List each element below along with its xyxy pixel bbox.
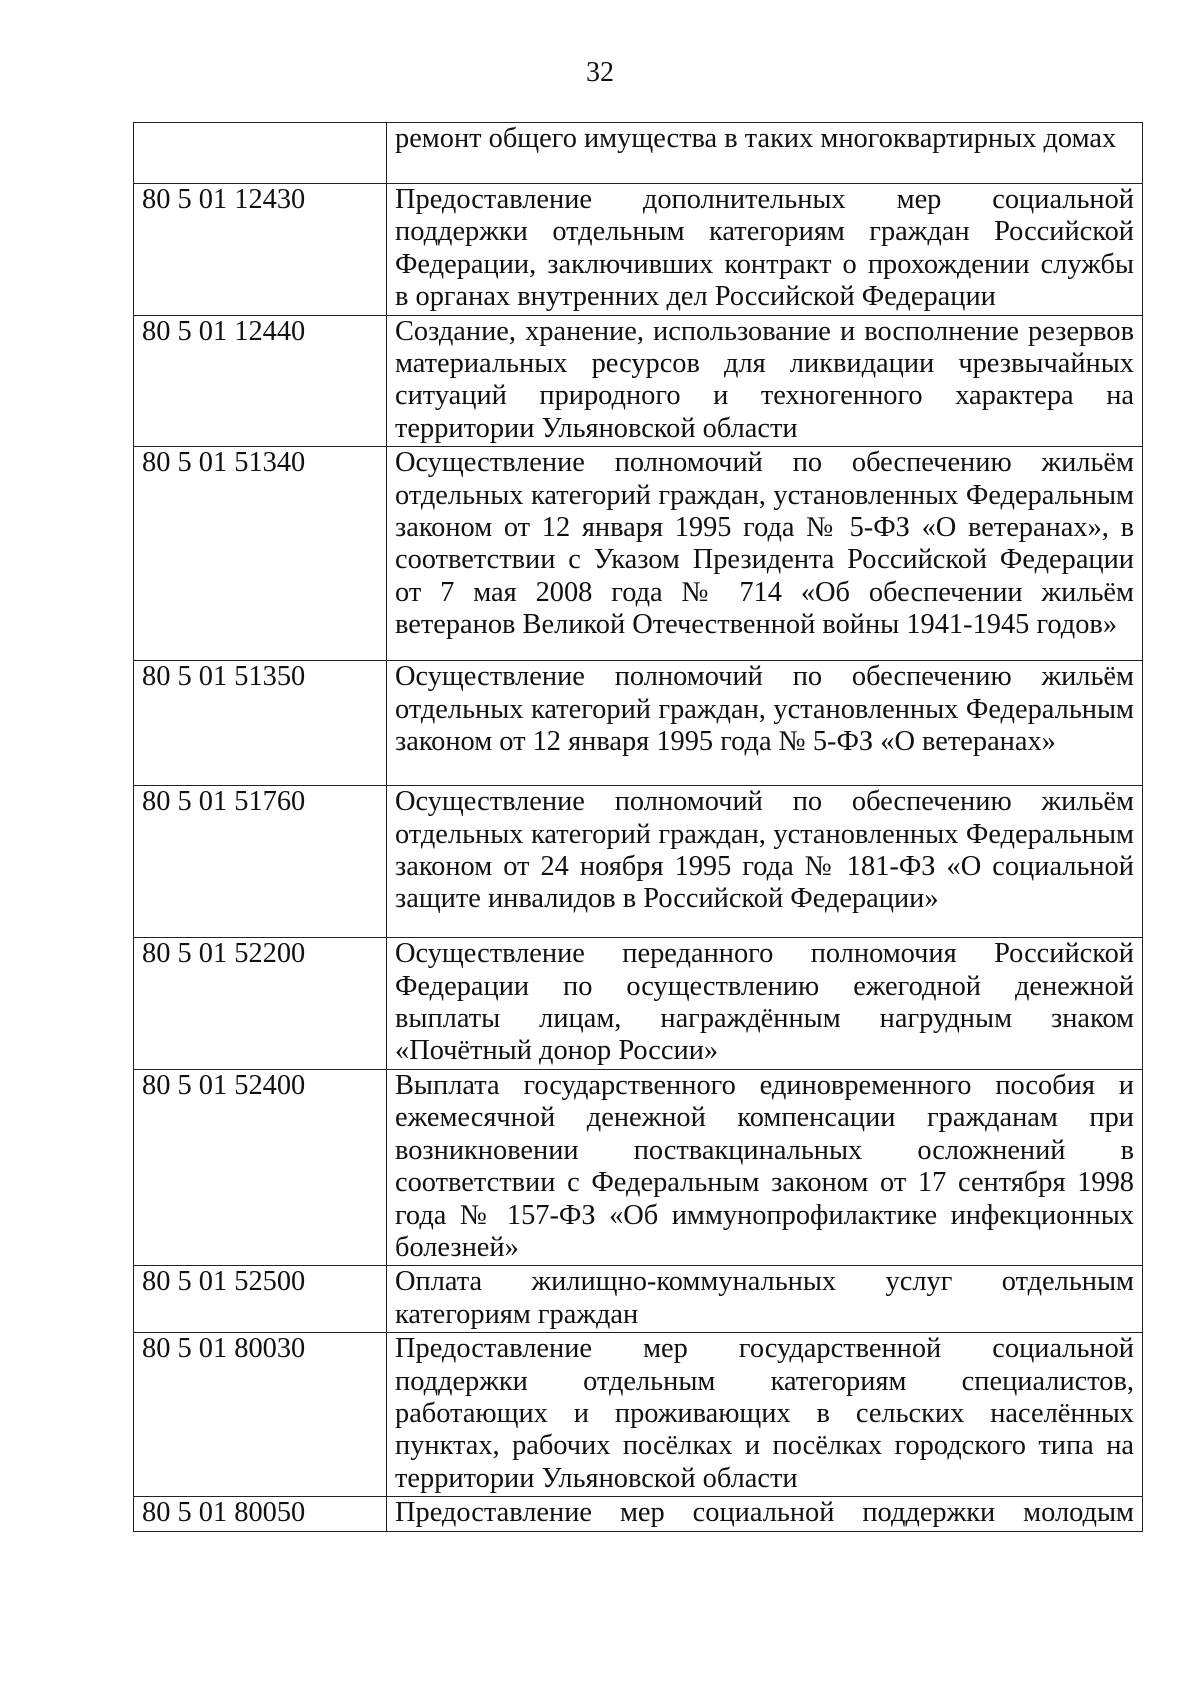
table-row — [134, 1333, 1143, 1497]
description-cell: Оплата жилищно-коммунальных услуг отдельным категориям граждан — [387, 1266, 1143, 1333]
description-cell: Осуществление полномочий по обеспечению жильём отдельных категорий граждан, установленных Федеральным законом от 12 января 1995 года № 5-ФЗ «О ветеранах» — [387, 661, 1143, 786]
table-row — [134, 447, 1143, 661]
code-cell: 80 5 01 52200 — [134, 938, 387, 1070]
description-cell: Предоставление мер социальной поддержки молодым — [387, 1497, 1143, 1531]
code-cell: 80 5 01 80050 — [134, 1497, 387, 1531]
page-number: 32 — [586, 57, 614, 88]
table-row — [134, 184, 1143, 316]
description-cell: Предоставление дополнительных мер социальной поддержки отдельным категориям граждан Российской Федерации, заключивших контракт о прохождении службы в органах внутренних дел Российской Федерации — [387, 184, 1143, 316]
code-cell: 80 5 01 12440 — [134, 315, 387, 447]
description-cell: Выплата государственного единовременного пособия и ежемесячной денежной компенсации гражданам при возникновении поствакцинальных осложнений в соответствии с Федеральным законом от 17 сентября 1998 года № 157-ФЗ «Об иммунопрофилактике инфекционных болезней» — [387, 1069, 1143, 1265]
table-row — [134, 786, 1143, 938]
description-cell: Осуществление переданного полномочия Российской Федерации по осуществлению ежегодной денежной выплаты лицам, награждённым нагрудным знаком «Почётный донор России» — [387, 938, 1143, 1070]
code-cell: 80 5 01 51760 — [134, 786, 387, 938]
code-cell: 80 5 01 52500 — [134, 1266, 387, 1333]
table-row — [134, 1497, 1143, 1531]
table-row — [134, 123, 1143, 184]
table-row — [134, 1266, 1143, 1333]
description-cell: Создание, хранение, использование и восполнение резервов материальных ресурсов для ликвидации чрезвычайных ситуаций природного и техногенного характера на территории Ульяновской области — [387, 315, 1143, 447]
code-cell: 80 5 01 12430 — [134, 184, 387, 316]
description-cell: Осуществление полномочий по обеспечению жильём отдельных категорий граждан, установленных Федеральным законом от 12 января 1995 года № 5-ФЗ «О ветеранах», в соответствии с Указом Президента Российской Федерации от 7 мая 2008 года № 714 «Об обеспечении жильём ветеранов Великой Отечественной войны 1941-1945 годов» — [387, 447, 1143, 661]
description-cell: ремонт общего имущества в таких многоквартирных домах — [387, 123, 1143, 184]
budget-code-table — [133, 122, 1143, 1532]
code-cell: 80 5 01 80030 — [134, 1333, 387, 1497]
table-row — [134, 315, 1143, 447]
table-row — [134, 1069, 1143, 1265]
table-row — [134, 661, 1143, 786]
description-cell: Предоставление мер государственной социальной поддержки отдельным категориям специалистов, работающих и проживающих в сельских населённых пунктах, рабочих посёлках и посёлках городского типа на территории Ульяновской области — [387, 1333, 1143, 1497]
code-cell: 80 5 01 52400 — [134, 1069, 387, 1265]
description-cell: Осуществление полномочий по обеспечению жильём отдельных категорий граждан, установленных Федеральным законом от 24 ноября 1995 года № 181-ФЗ «О социальной защите инвалидов в Российской Федерации» — [387, 786, 1143, 938]
code-cell — [134, 123, 387, 184]
table-row — [134, 938, 1143, 1070]
code-cell: 80 5 01 51350 — [134, 661, 387, 786]
code-cell: 80 5 01 51340 — [134, 447, 387, 661]
